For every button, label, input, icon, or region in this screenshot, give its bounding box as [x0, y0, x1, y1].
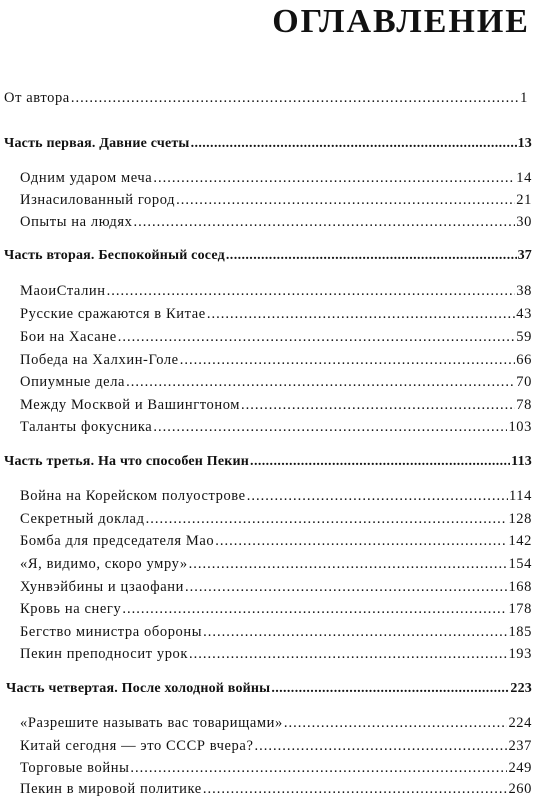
toc-part-heading [6, 679, 532, 699]
toc-entry-page: 70 [516, 374, 532, 390]
toc-entry-page: 154 [508, 556, 532, 572]
toc-entry-title: Одним ударом меча [20, 170, 153, 186]
toc-entry-title: Китай сегодня — это СССР вчера? [20, 738, 254, 754]
toc-entry-title: Между Москвой и Вашингтоном [20, 397, 241, 413]
toc-entry [20, 417, 532, 437]
toc-entry [20, 713, 532, 733]
dot-leader [254, 736, 507, 756]
dot-leader [126, 372, 515, 392]
toc-entry-page: 193 [508, 646, 532, 662]
toc-entry-page: 21 [516, 192, 532, 208]
toc-entry-page: 30 [516, 214, 532, 230]
toc-entry-page: 113 [511, 454, 532, 469]
toc-entry-title: Победа на Халхин-Голе [20, 352, 179, 368]
toc-part-heading [4, 134, 532, 154]
toc-entry [20, 554, 532, 574]
toc-entry-title: Часть первая. Давние счеты [4, 136, 190, 151]
dot-leader [247, 486, 508, 506]
toc-entry [20, 212, 532, 232]
toc-entry-title: Бои на Хасане [20, 329, 117, 345]
toc-entry [20, 486, 532, 506]
toc-entry-page: 14 [516, 170, 532, 186]
toc-entry-title: Секретный доклад [20, 511, 145, 527]
toc-entry-page: 66 [516, 352, 532, 368]
toc-entry [20, 779, 532, 799]
dot-leader [122, 599, 507, 619]
dot-leader [176, 190, 515, 210]
toc-entry-title: Русские сражаются в Китае [20, 306, 206, 322]
dot-leader [153, 168, 515, 188]
toc-entry-title: МаоиСталин [20, 283, 106, 299]
dot-leader [71, 88, 519, 108]
dot-leader [250, 452, 510, 472]
toc-entry-page: 43 [516, 306, 532, 322]
toc-entry [20, 327, 532, 347]
toc-entry-page: 178 [508, 601, 532, 617]
dot-leader [271, 679, 509, 699]
dot-leader [118, 327, 516, 347]
toc-entry [20, 531, 532, 551]
dot-leader [130, 758, 507, 778]
toc-entry-title: От автора [4, 90, 70, 106]
toc-entry [4, 88, 528, 108]
toc-entry-title: Изнасилованный город [20, 192, 176, 208]
toc-entry-title: Пекин в мировой политике [20, 781, 202, 797]
dot-leader [241, 395, 515, 415]
toc-entry [20, 622, 532, 642]
toc-entry [20, 644, 532, 664]
toc-entry [20, 190, 532, 210]
toc-entry-title: Бомба для председателя Мао [20, 533, 215, 549]
dot-leader [153, 417, 507, 437]
toc-entry-page: 128 [508, 511, 532, 527]
toc-entry [20, 395, 532, 415]
toc-entry-page: 38 [516, 283, 532, 299]
toc-entry-title: Таланты фокусника [20, 419, 153, 435]
toc-entry [20, 350, 532, 370]
toc-entry [20, 304, 532, 324]
toc-entry-page: 260 [508, 781, 532, 797]
toc-entry [20, 577, 532, 597]
dot-leader [107, 281, 516, 301]
toc-entry-title: Опиумные дела [20, 374, 126, 390]
toc-entry-page: 13 [517, 136, 532, 151]
dot-leader [215, 531, 507, 551]
dot-leader [146, 509, 508, 529]
toc-entry-page: 237 [508, 738, 532, 754]
dot-leader [284, 713, 508, 733]
toc-entry [20, 281, 532, 301]
toc-entry-page: 1 [520, 90, 528, 106]
dot-leader [180, 350, 516, 370]
dot-leader [191, 134, 517, 154]
toc-entry-page: 78 [516, 397, 532, 413]
toc-part-heading [4, 452, 532, 472]
toc-entry-title: Хунвэйбины и цзаофани [20, 579, 184, 595]
toc-entry-page: 224 [508, 715, 532, 731]
dot-leader [203, 622, 507, 642]
toc-entry-page: 114 [508, 488, 532, 504]
toc-entry [20, 372, 532, 392]
dot-leader [226, 246, 517, 266]
page-title: ОГЛАВЛЕНИЕ [272, 3, 530, 40]
dot-leader [185, 577, 507, 597]
dot-leader [134, 212, 516, 232]
toc-entry-title: «Я, видимо, скоро умру» [20, 556, 188, 572]
toc-entry-page: 249 [508, 760, 532, 776]
toc-entry-title: «Разрешите называть вас товарищами» [20, 715, 283, 731]
toc-entry [20, 509, 532, 529]
toc-entry-title: Кровь на снегу [20, 601, 122, 617]
toc-entry-title: Пекин преподносит урок [20, 646, 189, 662]
toc-entry-title: Часть вторая. Беспокойный сосед [4, 248, 225, 263]
dot-leader [207, 304, 515, 324]
dot-leader [203, 779, 508, 799]
toc-entry-page: 59 [516, 329, 532, 345]
toc-entry-page: 142 [508, 533, 532, 549]
dot-leader [189, 644, 507, 664]
toc-part-heading [4, 246, 532, 266]
toc-entry-title: Торговые войны [20, 760, 130, 776]
toc-entry-title: Опыты на людях [20, 214, 133, 230]
toc-entry-title: Часть третья. На что способен Пекин [4, 454, 250, 469]
toc-entry [20, 758, 532, 778]
toc-entry-page: 223 [510, 681, 532, 696]
toc-entry-page: 168 [508, 579, 532, 595]
toc-entry-page: 37 [517, 248, 532, 263]
toc-entry [20, 168, 532, 188]
toc-entry [20, 736, 532, 756]
toc-entry-title: Часть четвертая. После холодной войны [6, 681, 271, 696]
toc-entry-title: Война на Корейском полуострове [20, 488, 246, 504]
dot-leader [189, 554, 508, 574]
toc-entry-page: 103 [508, 419, 532, 435]
toc-entry-title: Бегство министра обороны [20, 624, 203, 640]
toc-entry-page: 185 [508, 624, 532, 640]
toc-entry [20, 599, 532, 619]
